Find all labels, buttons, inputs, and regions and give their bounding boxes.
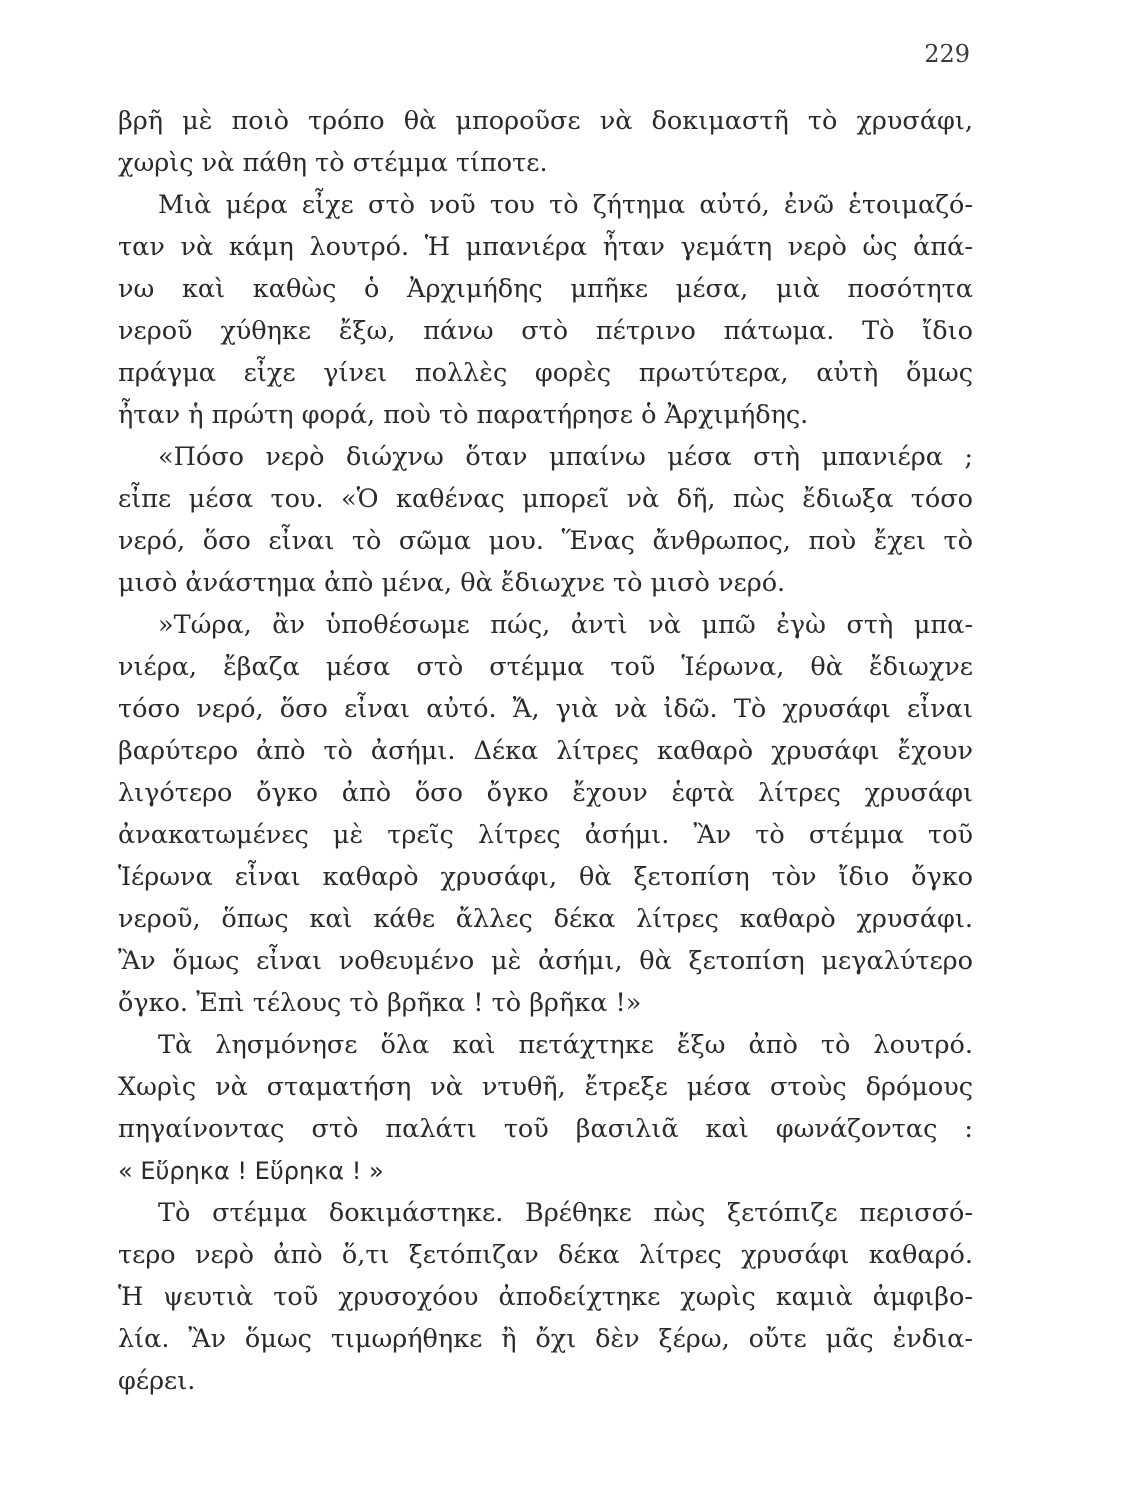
- text-line: νιέρα, ἔβαζα μέσα στὸ στέμμα τοῦ Ἱέρωνα, θὰ ἔδιωχνε: [118, 652, 973, 682]
- text-line: Μιὰ μέρα εἶχε στὸ νοῦ του τὸ ζήτημα αὐτό, ἐνῶ ἑτοιμαζό-: [158, 190, 973, 220]
- body-text: [118, 100, 973, 1402]
- text-line: νεροῦ, ὅπως καὶ κάθε ἄλλες δέκα λίτρες καθαρὸ χρυσάφι.: [118, 904, 973, 934]
- text-line: ταν νὰ κάμη λουτρό. Ἡ μπανιέρα ἦταν γεμάτη νερὸ ὡς ἀπά-: [118, 232, 973, 262]
- text-line: «Πόσο νερὸ διώχνω ὅταν μπαίνω μέσα στὴ μπανιέρα ;: [158, 442, 973, 472]
- text-line: χωρὶς νὰ πάθη τὸ στέμμα τίποτε.: [118, 148, 548, 178]
- text-line: τόσο νερό, ὅσο εἶναι αὐτό. Ἄ, γιὰ νὰ ἰδῶ. Τὸ χρυσάφι εἶναι: [118, 694, 973, 724]
- text-line: »Τώρα, ἂν ὑποθέσωμε πώς, ἀντὶ νὰ μπῶ ἐγὼ στὴ μπα-: [158, 610, 973, 640]
- text-line: φέρει.: [118, 1366, 196, 1396]
- text-line: ἦταν ἡ πρώτη φορά, ποὺ τὸ παρατήρησε ὁ Ἀρχιμήδης.: [118, 400, 809, 430]
- text-line: Ἂν ὅμως εἶναι νοθευμένο μὲ ἀσήμι, θὰ ξετοπίση μεγαλύτερο: [118, 946, 973, 976]
- text-line: νω καὶ καθὼς ὁ Ἀρχιμήδης μπῆκε μέσα, μιὰ ποσότητα: [118, 274, 973, 304]
- text-line: Τὰ λησμόνησε ὅλα καὶ πετάχτηκε ἔξω ἀπὸ τὸ λουτρό.: [158, 1030, 973, 1060]
- text-line: πηγαίνοντας στὸ παλάτι τοῦ βασιλιᾶ καὶ φωνάζοντας :: [118, 1114, 973, 1144]
- text-line: Χωρὶς νὰ σταματήση νὰ ντυθῆ, ἔτρεξε μέσα στοὺς δρόμους: [118, 1072, 973, 1102]
- text-line: Τὸ στέμμα δοκιμάστηκε. Βρέθηκε πὼς ξετόπιζε περισσό-: [158, 1198, 973, 1228]
- text-line: βρῆ μὲ ποιὸ τρόπο θὰ μποροῦσε νὰ δοκιμαστῆ τὸ χρυσάφι,: [118, 106, 973, 136]
- text-line: ἀνακατωμένες μὲ τρεῖς λίτρες ἀσήμι. Ἂν τὸ στέμμα τοῦ: [118, 820, 973, 850]
- text-line: λιγότερο ὄγκο ἀπὸ ὅσο ὄγκο ἔχουν ἑφτὰ λίτρες χρυσάφι: [118, 778, 973, 808]
- text-line: νεροῦ χύθηκε ἔξω, πάνω στὸ πέτρινο πάτωμα. Τὸ ἴδιο: [118, 316, 973, 346]
- text-line: νερό, ὅσο εἶναι τὸ σῶμα μου. Ἕνας ἄνθρωπος, ποὺ ἔχει τὸ: [118, 526, 973, 556]
- text-line: εἶπε μέσα του. «Ὁ καθένας μπορεῖ νὰ δῆ, πὼς ἔδιωξα τόσο: [118, 484, 973, 514]
- text-line: πράγμα εἶχε γίνει πολλὲς φορὲς πρωτύτερα, αὐτὴ ὅμως: [118, 358, 973, 388]
- text-line: βαρύτερο ἀπὸ τὸ ἀσήμι. Δέκα λίτρες καθαρὸ χρυσάφι ἔχουν: [118, 736, 973, 766]
- text-line: τερο νερὸ ἀπὸ ὅ,τι ξετόπιζαν δέκα λίτρες χρυσάφι καθαρό.: [118, 1240, 973, 1270]
- text-line: Ἱέρωνα εἶναι καθαρὸ χρυσάφι, θὰ ξετοπίση τὸν ἴδιο ὄγκο: [118, 862, 973, 892]
- text-line: λία. Ἂν ὅμως τιμωρήθηκε ἢ ὄχι δὲν ξέρω, οὔτε μᾶς ἐνδια-: [118, 1324, 973, 1354]
- text-line: ὄγκο. Ἐπὶ τέλους τὸ βρῆκα ! τὸ βρῆκα !»: [118, 988, 642, 1018]
- text-line: « Εὕρηκα ! Εὕρηκα ! »: [118, 1157, 384, 1185]
- page-number: 229: [924, 40, 970, 68]
- text-line: μισὸ ἀνάστημα ἀπὸ μένα, θὰ ἔδιωχνε τὸ μισὸ νερό.: [118, 568, 786, 598]
- text-line: Ἡ ψευτιὰ τοῦ χρυσοχόου ἀποδείχτηκε χωρὶς καμιὰ ἀμφιβο-: [118, 1282, 973, 1312]
